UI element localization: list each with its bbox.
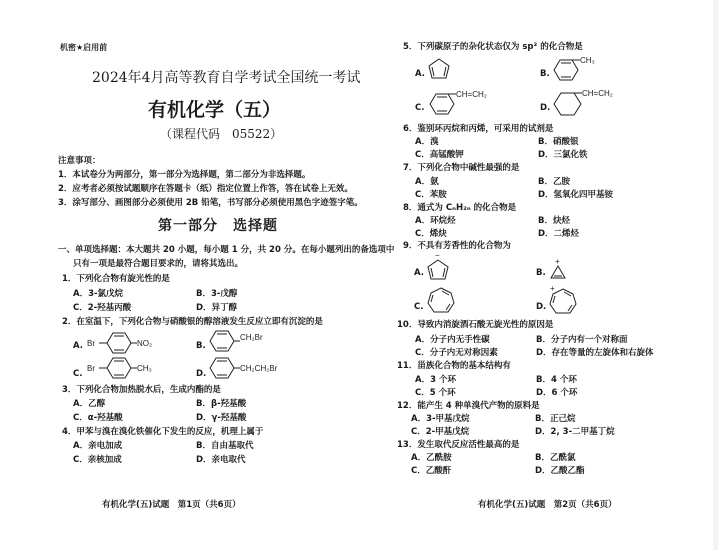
- vinylcyclohexane-structure: [552, 88, 632, 120]
- p-bromonitrobenzene-structure: [85, 330, 155, 360]
- question-5-stem: 5．下列碳原子的杂化状态仅为 sp² 的化合物是: [403, 42, 583, 52]
- question-10-option-b[interactable]: B．分子内有一个对称面: [536, 335, 628, 345]
- question-6-option-c[interactable]: C．高锰酸钾: [415, 150, 464, 160]
- question-11-option-d[interactable]: D．6 个环: [536, 388, 578, 398]
- question-12-option-a[interactable]: A．3-甲基戊烷: [411, 414, 470, 424]
- section-intro-cont: 只有一项是最符合题目要求的，请将其选出。: [73, 259, 244, 269]
- exam-title: 2024年4月高等教育自学考试全国统一考试: [92, 70, 361, 86]
- question-1-stem: 1．下列化合物有旋光性的是: [62, 274, 170, 284]
- question-5-option-a[interactable]: A.: [415, 69, 425, 79]
- question-6-stem: 6．鉴别环丙烷和丙烯，可采用的试剂是: [403, 124, 554, 134]
- question-13-option-c[interactable]: C．乙酸酐: [411, 466, 452, 476]
- question-2-option-b[interactable]: B.: [196, 341, 206, 351]
- svg-text:CH₃: CH₃: [137, 364, 152, 373]
- question-12-option-d[interactable]: D．2, 3-二甲基丁烷: [535, 427, 615, 437]
- question-13-option-d[interactable]: D．乙酸乙酯: [535, 466, 585, 476]
- question-7-option-c[interactable]: C．苯胺: [415, 190, 447, 200]
- question-4-stem: 4．甲苯与溴在溴化铁催化下发生的反应，机理上属于: [62, 427, 264, 437]
- page-edge: [713, 0, 718, 550]
- question-9-option-a[interactable]: A.: [414, 268, 424, 278]
- note-item: 2．应考者必须按试题顺序在答题卡（纸）指定位置上作答，答在试卷上无效。: [58, 184, 353, 194]
- toluene-structure: [552, 56, 612, 86]
- question-11-stem: 11．甾族化合物的基本结构有: [397, 361, 511, 371]
- question-8-option-a[interactable]: A．环烷烃: [415, 216, 456, 226]
- question-2-option-a[interactable]: A.: [73, 341, 83, 351]
- svg-text:Br: Br: [87, 364, 95, 373]
- question-12-stem: 12．能产生 4 种单溴代产物的原料是: [397, 401, 540, 411]
- question-1-option-d[interactable]: D．异丁醇: [196, 303, 238, 313]
- svg-text:CH₃: CH₃: [580, 56, 595, 65]
- question-10-option-c[interactable]: C．分子内无对称因素: [415, 348, 498, 358]
- benzyl-bromide-structure: [208, 328, 278, 358]
- question-5-option-c[interactable]: C.: [415, 103, 425, 113]
- cycloheptatriene-structure: [427, 287, 457, 317]
- note-item: 1．本试卷分为两部分，第一部分为选择题，第二部分为非选择题。: [58, 170, 311, 180]
- course-code: （课程代码 05522）: [160, 127, 283, 141]
- question-7-option-d[interactable]: D．氢氧化四甲基铵: [538, 190, 614, 200]
- notes-block: [58, 154, 363, 210]
- question-2-option-c[interactable]: C.: [73, 369, 83, 379]
- question-3-option-b[interactable]: B．β-羟基酸: [196, 399, 247, 409]
- question-10-stem: 10．导致内消旋酒石酸无旋光性的原因是: [397, 320, 554, 330]
- question-6-option-d[interactable]: D．三氯化铁: [538, 150, 588, 160]
- svg-text:−: −: [435, 251, 440, 260]
- question-13-option-b[interactable]: B．乙酰氯: [535, 453, 576, 463]
- question-7-option-b[interactable]: B．乙胺: [538, 177, 570, 187]
- question-12-option-c[interactable]: C．2-甲基戊烷: [411, 427, 470, 437]
- question-9-option-b[interactable]: B.: [536, 268, 546, 278]
- svg-text:Br: Br: [87, 339, 95, 348]
- svg-text:NO₂: NO₂: [137, 339, 153, 348]
- question-5-option-d[interactable]: D.: [540, 103, 551, 113]
- subject-title: 有机化学（五）: [148, 99, 282, 121]
- question-4-option-a[interactable]: A．亲电加成: [73, 441, 123, 451]
- question-7-option-a[interactable]: A．氨: [415, 177, 439, 187]
- cyclopropenyl-cation-structure: [550, 258, 574, 282]
- question-4-option-d[interactable]: D．亲电取代: [196, 455, 246, 465]
- question-3-option-d[interactable]: D．γ-羟基酸: [196, 413, 247, 423]
- notes-heading: 注意事项：: [58, 156, 101, 166]
- svg-text:CH=CH₂: CH=CH₂: [456, 90, 487, 99]
- question-13-option-a[interactable]: A．乙酰胺: [411, 453, 452, 463]
- page-1-footer: 有机化学(五)试题 第1页（共6页）: [102, 500, 241, 510]
- question-4-option-b[interactable]: B．自由基取代: [196, 441, 254, 451]
- note-item: 3．涂写部分、画图部分必须使用 2B 铅笔，书写部分必须使用黑色字迹签字笔。: [58, 198, 363, 208]
- question-9-option-c[interactable]: C.: [414, 302, 424, 312]
- styrene-structure: [428, 90, 498, 120]
- question-7-stem: 7．下列化合物中碱性最强的是: [403, 163, 520, 173]
- question-12-option-b[interactable]: B．正己烷: [535, 414, 576, 424]
- question-11-option-a[interactable]: A．3 个环: [415, 375, 456, 385]
- question-10-option-a[interactable]: A．分子内无手性碳: [415, 335, 490, 345]
- question-8-option-c[interactable]: C．烯炔: [415, 229, 447, 239]
- svg-text:+: +: [550, 284, 555, 293]
- question-2-option-d[interactable]: D.: [196, 369, 207, 379]
- question-8-option-d[interactable]: D．二烯烃: [538, 229, 580, 239]
- svg-text:CH₂CH₂Br: CH₂CH₂Br: [240, 364, 278, 373]
- svg-text:CH₂Br: CH₂Br: [240, 333, 263, 342]
- question-6-option-a[interactable]: A．溴: [415, 137, 439, 147]
- question-1-option-c[interactable]: C．2-羟基丙酸: [73, 303, 132, 313]
- section-intro: 一、单项选择题：本大题共 20 小题，每小题 1 分，共 20 分。在每小题列出的备选项中: [58, 245, 395, 255]
- question-3-option-a[interactable]: A．乙醇: [73, 399, 106, 409]
- question-6-option-b[interactable]: B．硝酸银: [538, 137, 579, 147]
- question-11-option-b[interactable]: B．4 个环: [536, 375, 577, 385]
- question-8-stem: 8．通式为 CₙH₂ₙ 的化合物是: [403, 203, 517, 213]
- question-11-option-c[interactable]: C．5 个环: [415, 388, 456, 398]
- phenethyl-bromide-structure: [208, 357, 298, 387]
- confidential-label: 机密★启用前: [60, 43, 108, 52]
- svg-text:CH=CH₂: CH=CH₂: [582, 89, 613, 98]
- question-2-stem: 2．在室温下，下列化合物与硝酸银的醇溶液发生反应立即有沉淀的是: [62, 317, 323, 327]
- svg-text:+: +: [555, 257, 560, 266]
- question-4-option-c[interactable]: C．亲核加成: [73, 455, 122, 465]
- question-9-option-d[interactable]: D.: [536, 302, 547, 312]
- question-9-stem: 9．不具有芳香性的化合物为: [403, 241, 511, 251]
- cyclopentadienyl-anion-structure: [427, 251, 457, 284]
- page-2-footer: 有机化学(五)试题 第2页（共6页）: [478, 500, 617, 510]
- question-8-option-b[interactable]: B．炔烃: [538, 216, 570, 226]
- question-13-stem: 13．发生取代反应活性最高的是: [397, 440, 520, 450]
- cyclopentadiene-structure: [428, 58, 458, 84]
- question-1-option-b[interactable]: B．3-戊醇: [196, 289, 238, 299]
- part-one-title: 第一部分 选择题: [158, 218, 278, 234]
- tropylium-cation-structure: [549, 286, 579, 318]
- question-3-option-c[interactable]: C．α-羟基酸: [73, 413, 123, 423]
- question-10-option-d[interactable]: D．存在等量的左旋体和右旋体: [536, 348, 654, 358]
- question-5-option-b[interactable]: B.: [540, 69, 550, 79]
- question-1-option-a[interactable]: A．3-氯戊烷: [73, 289, 124, 299]
- question-3-stem: 3．下列化合物加热脱水后，生成内酯的是: [62, 385, 221, 395]
